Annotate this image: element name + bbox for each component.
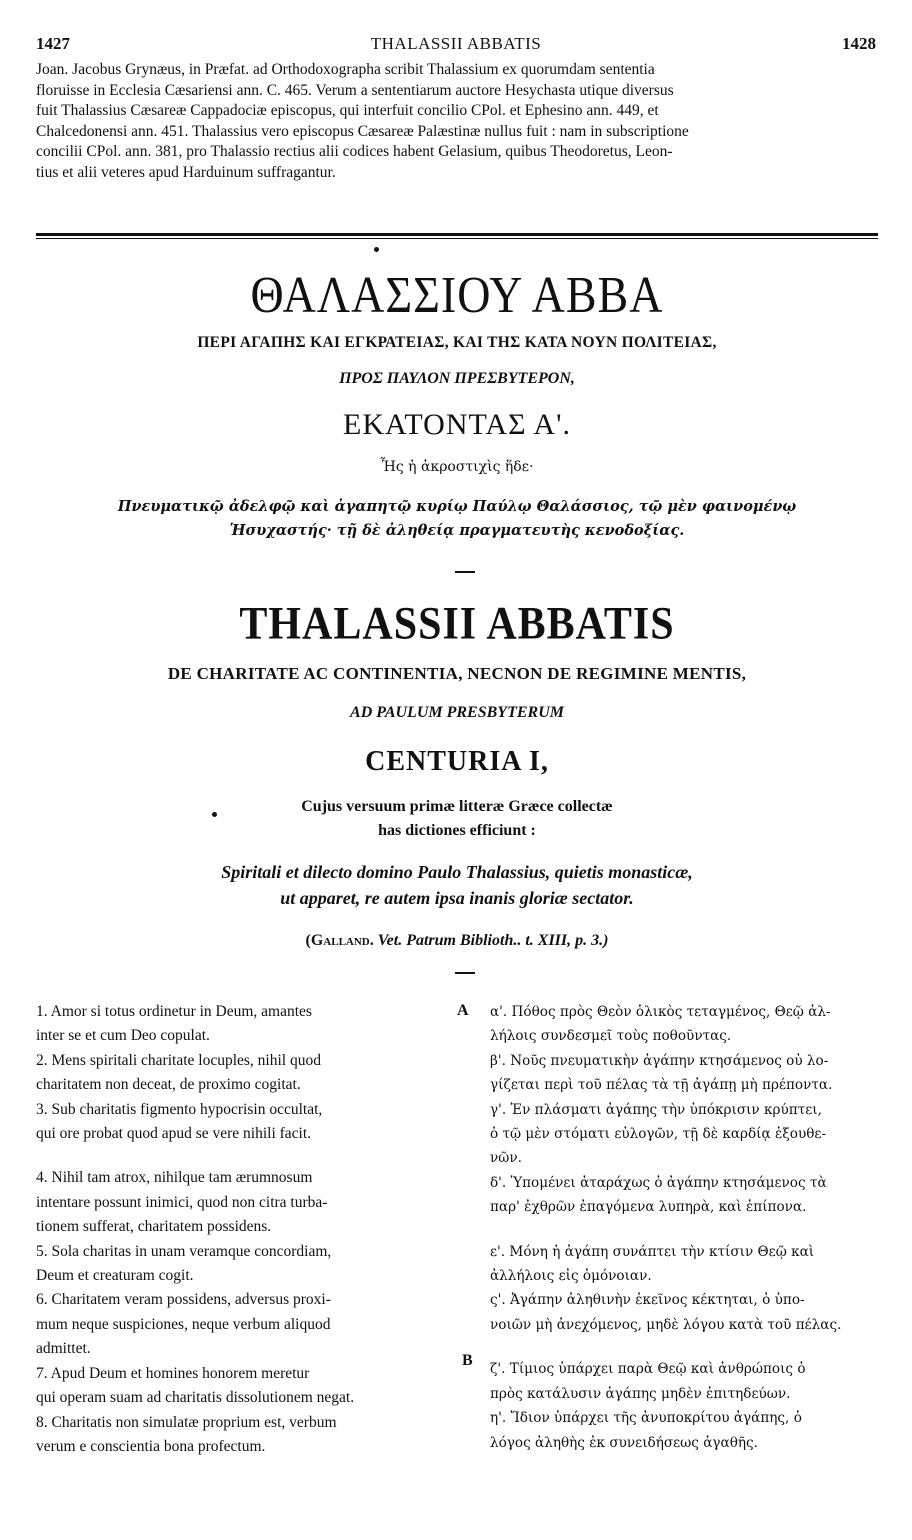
text-line: ἀλλήλοις εἰς ὁμόνοιαν. (490, 1268, 652, 1285)
note-line: tius et alii veteres apud Harduinum suffragantur. (36, 163, 336, 181)
note-line: floruisse in Ecclesia Cæsariensi ann. C. 465. Verum a sententiarum auctore Hesychasta utique diversus (36, 81, 674, 99)
latin-paragraph (36, 1049, 464, 1098)
text-line: β'. Νοῦς πνευματικὴν ἀγάπην κτησάμενος οὐ λο- (490, 1052, 829, 1069)
greek-acrostic-line-1: Πνευματικῷ ἀδελφῷ καὶ ἀγαπητῷ κυρίῳ Παύλῳ Θαλάσσιος, τῷ μὲν φαινομένῳ (117, 498, 797, 515)
text-line: tionem sufferat, charitatem possidens. (36, 1218, 272, 1236)
citation-author: Galland. (310, 932, 374, 949)
text-line: λόγος ἀληθὴς ἐκ συνειδήσεως ἀγαθῆς. (490, 1434, 758, 1451)
divider-rule (36, 233, 878, 236)
greek-acrostic-intro: Ἧς ἡ ἀκροστιχὶς ἥδε· (380, 459, 534, 475)
text-line: 1. Amor si totus ordinetur in Deum, amantes (36, 1003, 312, 1020)
greek-paragraph (490, 1240, 882, 1289)
latin-paragraph (36, 1098, 464, 1147)
page-number-right: 1428 (842, 34, 876, 53)
latin-paragraph (36, 1411, 464, 1460)
text-line: ὁ τῷ μὲν στόματι εὐλογῶν, τῇ δὲ καρδίᾳ ἐξουθε- (490, 1126, 827, 1143)
note-line: fuit Thalassius Cæsareæ Cappadociæ episcopus, qui interfuit concilio CPol. et Ephesino ann. 449, et (36, 102, 659, 119)
text-line: inter se et cum Deo copulat. (36, 1027, 210, 1045)
text-line: 7. Apud Deum et homines honorem meretur (36, 1364, 310, 1382)
latin-column (36, 1000, 464, 1459)
latin-title: THALASSII ABBATIS (239, 598, 675, 650)
citation-open: ( (305, 932, 311, 949)
text-line: πρὸς κατάλυσιν ἀγάπης μηδὲν ἐπιτηδεύων. (490, 1385, 791, 1402)
greek-acrostic-line-2: Ἡσυχαστής· τῇ δὲ ἀληθείᾳ πραγματευτὴς κενοδοξίας. (229, 522, 685, 539)
note-line: Chalcedonensi ann. 451. Thalassius vero episcopus Cæsareæ Palæstinæ nullus fuit : nam in subscriptione (36, 122, 689, 140)
latin-acrostic-line-1: Spiritali et dilecto domino Paulo Thalassius, quietis monasticæ, (221, 862, 693, 882)
text-line: 5. Sola charitas in unam veramque concordiam, (36, 1242, 332, 1260)
greek-paragraph (490, 1406, 882, 1455)
separator-dash (455, 571, 475, 573)
latin-paragraph (36, 1288, 464, 1361)
running-title: THALASSII ABBATIS (370, 34, 542, 53)
separator-dash (455, 972, 475, 974)
latin-subtitle: DE CHARITATE AC CONTINENTIA, NECNON DE REGIMINE MENTIS, (167, 664, 747, 683)
latin-paragraph (36, 1000, 464, 1049)
text-line: 6. Charitatem veram possidens, adversus proxi- (36, 1291, 331, 1309)
greek-addressee: ΠΡΟΣ ΠΑΥΛΟΝ ΠΡΕΣΒΥΤΕΡΟΝ, (339, 370, 575, 387)
greek-paragraph (490, 1357, 882, 1406)
prefatory-note (36, 60, 878, 183)
latin-addressee: AD PAULUM PRESBYTERUM (350, 704, 564, 721)
text-line: qui ore probat quod apud se vere nihili facit. (36, 1125, 312, 1143)
latin-paragraph (36, 1240, 464, 1289)
note-line: Joan. Jacobus Grynæus, in Præfat. ad Orthodoxographa scribit Thalassium ex quorumdam sententia (36, 61, 655, 78)
text-line: 3. Sub charitatis figmento hypocrisin occultat, (36, 1100, 323, 1118)
greek-paragraph (490, 1049, 882, 1098)
running-head (36, 34, 876, 56)
greek-paragraph (490, 1098, 882, 1171)
latin-paragraph (36, 1362, 464, 1411)
greek-title: ΘΑΛΑΣΣΙΟΥ ΑΒΒΑ (250, 265, 664, 324)
note-line: concilii CPol. ann. 381, pro Thalassio rectius alii codices habent Gelasium, quibus Theodoretus, Leon- (36, 143, 673, 160)
latin-century: CENTURIA I, (365, 746, 549, 777)
divider-rule-thin (36, 238, 878, 239)
text-line: νῶν. (490, 1150, 522, 1167)
margin-marker-b: B (462, 1352, 473, 1369)
greek-paragraph (490, 1288, 882, 1337)
text-line: παρ' ἐχθρῶν ἐπαγόμενα λυπηρὰ, καὶ ἐπίπονα. (490, 1199, 807, 1216)
page-number-left: 1427 (36, 34, 70, 53)
text-line: γ'. Ἐν πλάσματι ἀγάπης τὴν ὑπόκρισιν κρύπτει, (490, 1101, 822, 1118)
text-line: qui operam suam ad charitatis dissolutionem negat. (36, 1389, 355, 1407)
text-line: verum e conscientia bona profectum. (36, 1437, 266, 1455)
citation-work: Vet. Patrum Biblioth.. t. XIII, p. 3.) (373, 932, 609, 949)
greek-subtitle: ΠΕΡΙ ΑΓΑΠΗΣ ΚΑΙ ΕΓΚΡΑΤΕΙΑΣ, ΚΑΙ ΤΗΣ ΚΑΤΑ ΝΟΥΝ ΠΟΛΙΤΕΙΑΣ, (197, 334, 717, 351)
source-citation (36, 932, 878, 950)
greek-paragraph (490, 1171, 882, 1220)
text-line: admittet. (36, 1340, 91, 1358)
text-line: γίζεται περὶ τοῦ πέλας τὰ τῇ ἀγάπῃ μὴ πρέποντα. (490, 1077, 833, 1094)
latin-acrostic-intro-1: Cujus versuum primæ litteræ Græce collectæ (301, 798, 613, 815)
ink-dot (374, 247, 379, 252)
text-line: α'. Πόθος πρὸς Θεὸν ὁλικὸς τεταγμένος, Θεῷ ἀλ- (490, 1004, 831, 1020)
text-line: νοιῶν μὴ ἀνεχόμενος, μηδὲ λόγου κατὰ τοῦ πέλας. (490, 1316, 842, 1333)
greek-century: ΕΚΑΤΟΝΤΑΣ Α'. (343, 408, 571, 441)
latin-acrostic-intro-2: has dictiones efficiunt : (378, 822, 536, 839)
text-line: 4. Nihil tam atrox, nihilque tam ærumnosum (36, 1169, 313, 1187)
text-line: Deum et creaturam cogit. (36, 1267, 194, 1285)
text-line: η'. Ἴδιον ὑπάρχει τῆς ἀνυποκρίτου ἀγάπης, ὁ (490, 1410, 802, 1427)
margin-marker-a: A (457, 1002, 469, 1019)
text-line: 2. Mens spiritali charitate locuples, nihil quod (36, 1051, 321, 1069)
text-line: δ'. Ὑπομένει ἀταράχως ὁ ἀγάπην κτησάμενος τὰ (490, 1174, 827, 1191)
text-line: charitatem non deceat, de proximo cogitat. (36, 1076, 301, 1094)
text-line: intentare possunt inimici, quod non citra turba- (36, 1193, 328, 1211)
text-line: 8. Charitatis non simulatæ proprium est, verbum (36, 1413, 337, 1431)
text-line: ζ'. Τίμιος ὑπάρχει παρὰ Θεῷ καὶ ἀνθρώποις ὁ (490, 1361, 806, 1378)
latin-acrostic-line-2: ut apparet, re autem ipsa inanis gloriæ sectator. (280, 888, 634, 908)
latin-paragraph (36, 1166, 464, 1239)
greek-paragraph (490, 1000, 882, 1049)
text-line: ς'. Ἀγάπην ἀληθινὴν ἐκεῖνος κέκτηται, ὁ ὑπο- (490, 1292, 805, 1309)
text-line: mum neque suspiciones, neque verbum aliquod (36, 1315, 331, 1333)
greek-column (490, 1000, 882, 1455)
text-line: λήλοις συνδεσμεῖ τοὺς ποθοῦντας. (490, 1028, 732, 1045)
text-line: ε'. Μόνη ἡ ἀγάπη συνάπτει τὴν κτίσιν Θεῷ καὶ (490, 1243, 815, 1260)
